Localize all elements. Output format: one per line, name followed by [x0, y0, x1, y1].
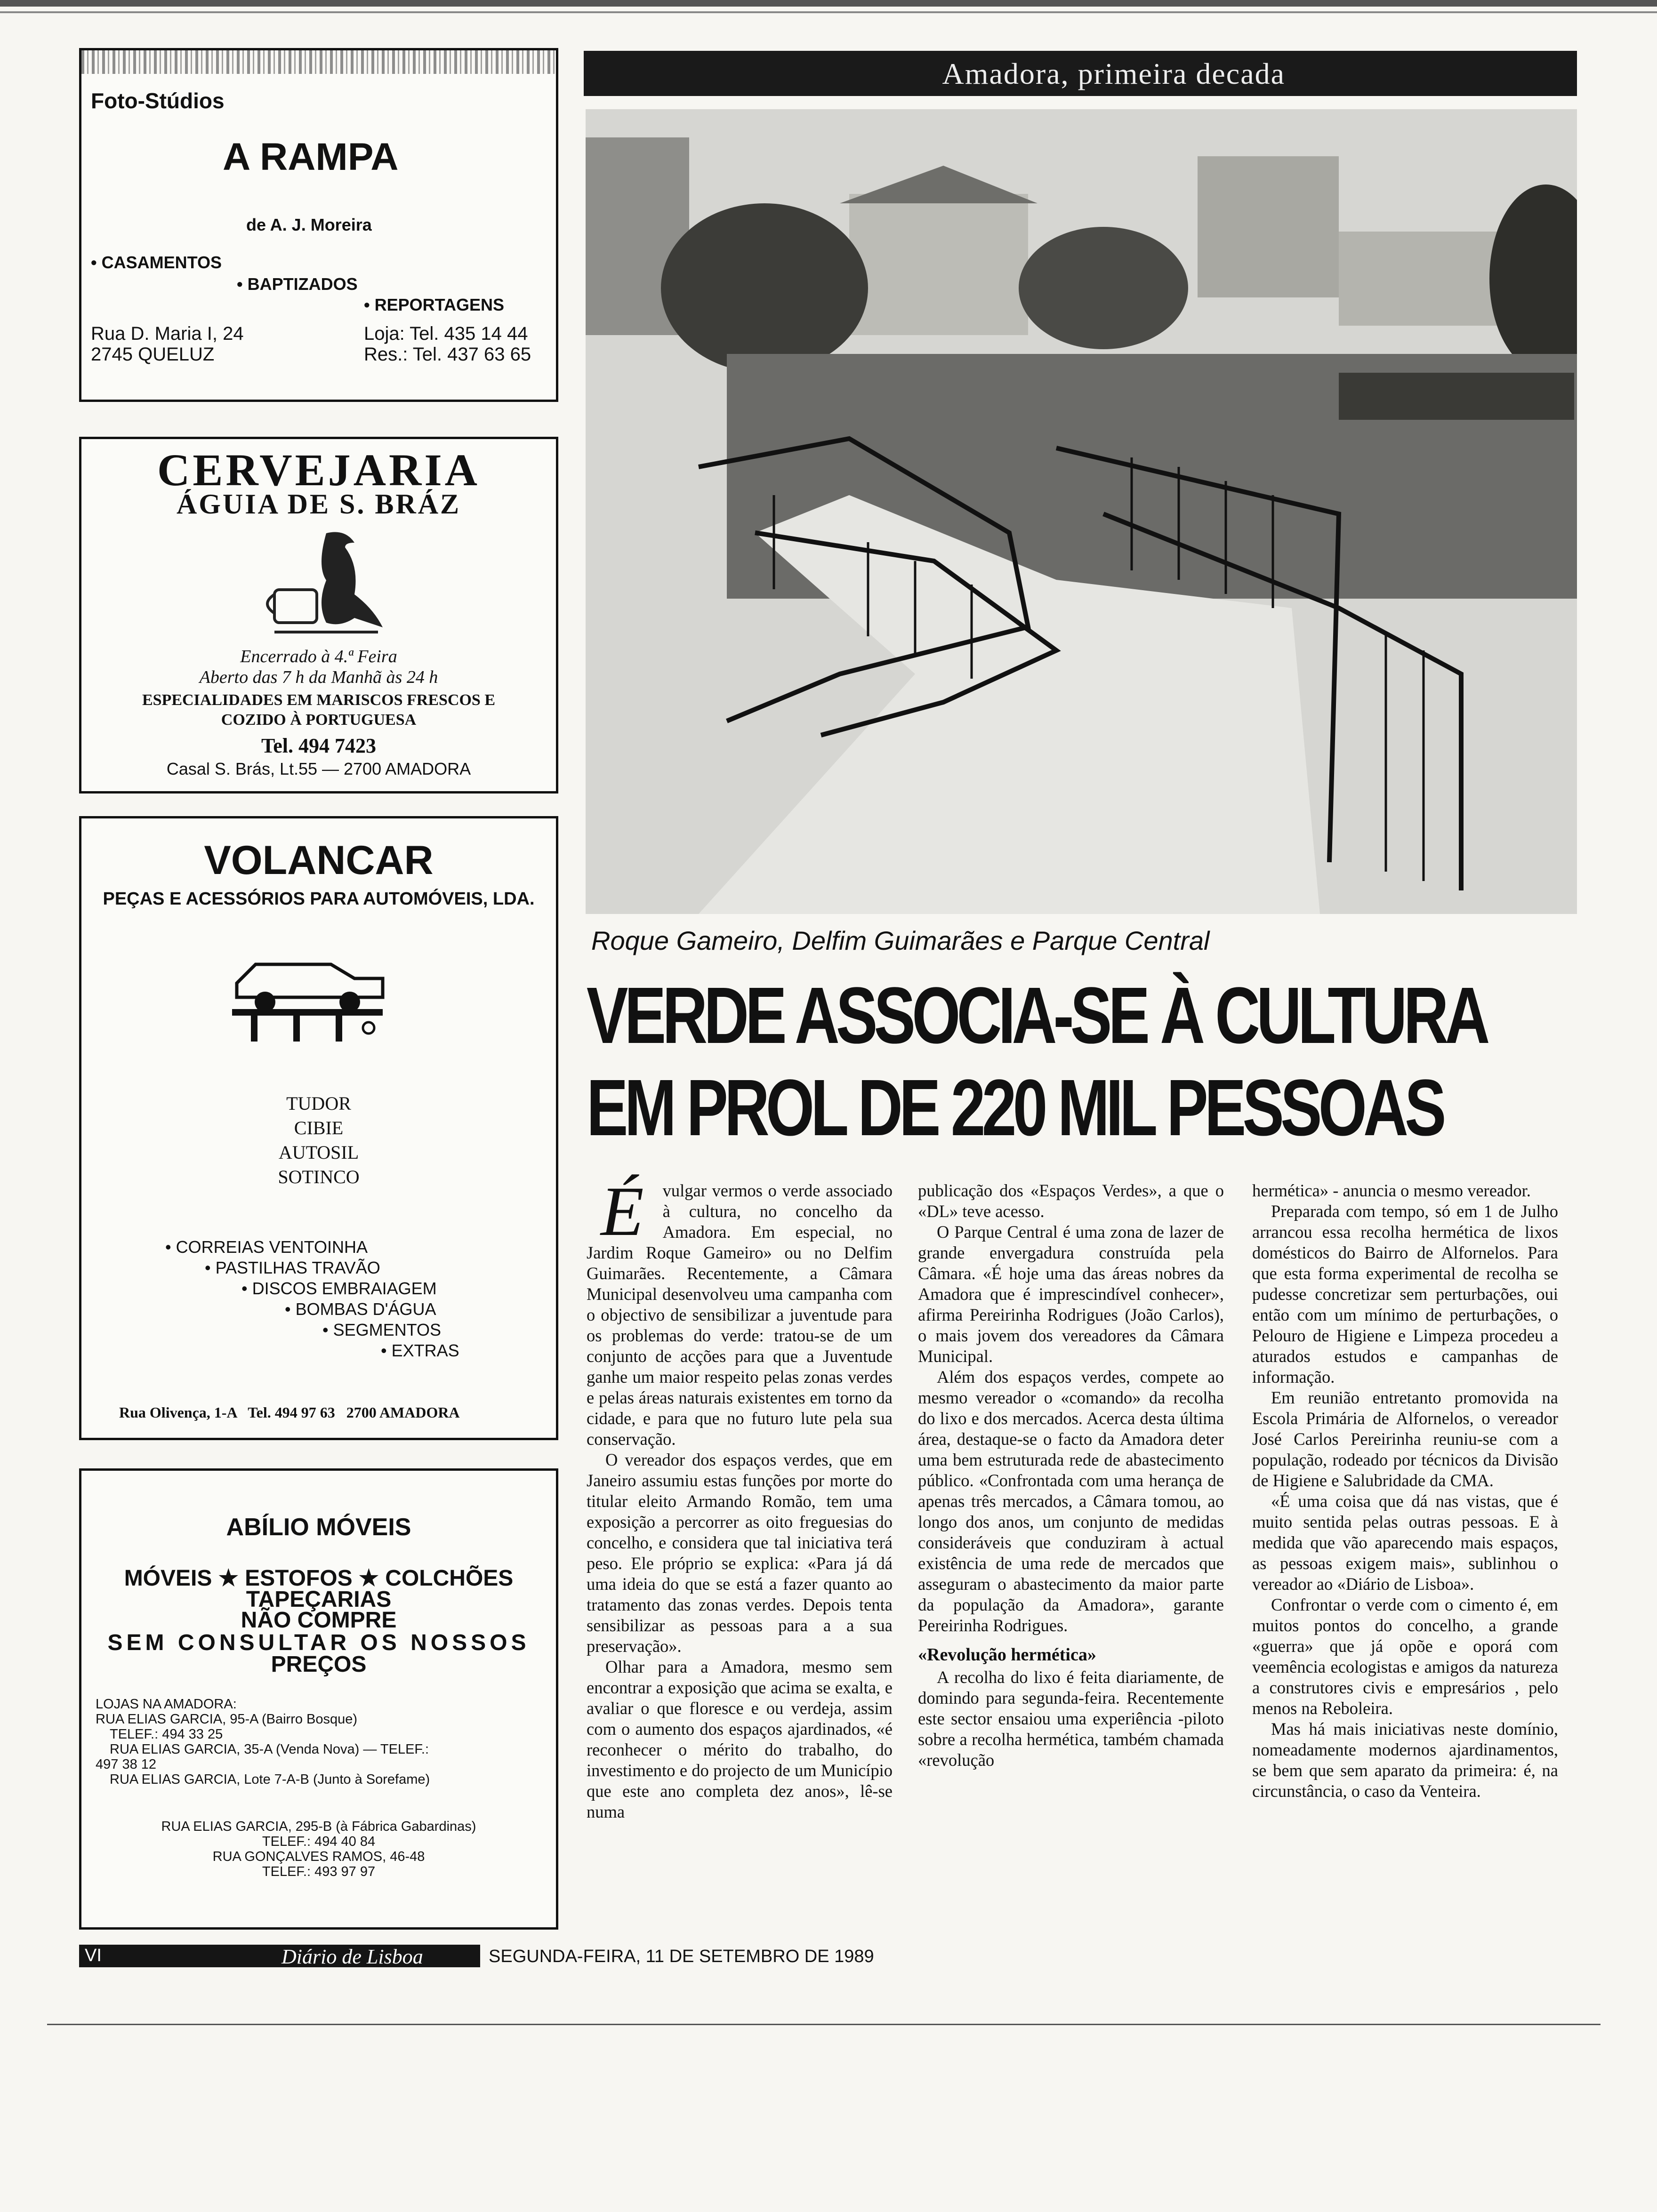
ad-abilio-stores: [96, 1697, 430, 1787]
ad-volancar-subtitle: PEÇAS E ACESSÓRIOS PARA AUTOMÓVEIS, LDA.: [103, 889, 535, 909]
article-paragraph: Preparada com tempo, só em 1 de Julho arrancou essa recolha hermética de lixos domésticos do Bairro de Alfornelos. Para que esta forma experimental de recolha se pudesse concretizar sem perturbações, oui então com um mínimo de perturbações, o Pelouro de Higiene e Limpeza procedeu a aturados estudos e campanhas de informação.: [1252, 1202, 1558, 1387]
ad-volancar-brand: SOTINCO: [278, 1166, 360, 1187]
ad-cervejaria-specialities: ESPECIALIDADES EM MARISCOS FRESCOS E: [142, 691, 496, 709]
ad-foto-address: Rua D. Maria I, 24: [91, 323, 244, 344]
article-paragraph: Em reunião entretanto promovida na Escola Primária de Alfornelos, o vereador José Carlos Pereirinha reuniu-se com a população, rodeado por técnicos da Divisão de Higiene e Salubridade da CMA.: [1252, 1388, 1558, 1490]
article-subhead: «Revolução hermética»: [918, 1645, 1096, 1665]
ad-volancar-brand: AUTOSIL: [278, 1142, 359, 1163]
page-footer: [79, 1945, 874, 1968]
park-photo: [586, 109, 1577, 914]
section-header-bar: [584, 51, 1577, 96]
ad-volancar-footer: Rua Olivença, 1-A Tel. 494 97 63 2700 AMADORA: [119, 1404, 460, 1421]
ad-foto-name: A RAMPA: [223, 136, 399, 178]
article-paragraph: Além dos espaços verdes, compete ao mesmo vereador o «comando» da recolha do lixo e dos mercados. Acerca desta última área, destaque-se o facto da Amadora deter uma bem estruturada rede de abastecimento público. «Confrontada com uma herança de apenas três mercados, a Câmara tomou, ao longo dos anos, um conjunto de medidas consideráveis que conduziram à actual existência de uma rede de mercados que asseguram o abastecimento da maior parte da população da Amadora», garante Pereirinha Rodrigues.: [918, 1367, 1224, 1635]
ad-foto-owner: de A. J. Moreira: [246, 215, 372, 234]
article-column-1: [587, 1172, 893, 1822]
ad-foto-studios: [79, 48, 558, 402]
ad-foto-service: • REPORTAGENS: [364, 295, 504, 314]
ad-volancar-item: • DISCOS EMBRAIAGEM: [241, 1279, 437, 1298]
article-paragraph: Confrontar o verde com o cimento é, em muitos pontos do concelho, a grande «guerra» que já opõe e oporá com veemência ecologistas e amigos da natureza a construtores civis e empresários , pelo menos na Reboleira.: [1252, 1595, 1558, 1718]
ad-foto-service: • BAPTIZADOS: [237, 274, 358, 294]
ad-abilio-store-phone: TELEF.: 493 97 97: [262, 1864, 376, 1879]
article-paragraph: Olhar para a Amadora, mesmo sem encontrar a exposição que acima se exalta, e avaliar o que floresce e ou verdeja, assim com o aumento dos espaços ajardinados, «é reconhecer o mérito do trabalho, do investimento e do projecto de um Município que este ano completa dez anos», lê-se numa: [587, 1657, 893, 1821]
ad-cervejaria-subtitle: ÁGUIA DE S. BRÁZ: [176, 489, 461, 520]
ad-volancar-brand: TUDOR: [286, 1093, 351, 1114]
headline-line: EM PROL DE 220 MIL PESSOAS: [587, 1063, 1443, 1153]
park-bridge-illustration: [586, 109, 1577, 914]
ad-foto-service: • CASAMENTOS: [91, 253, 222, 272]
headline-line: VERDE ASSOCIA-SE À CULTURA: [587, 971, 1487, 1060]
ad-abilio-title: ABÍLIO MÓVEIS: [226, 1514, 411, 1541]
ad-abilio-line: MÓVEIS ★ ESTOFOS ★ COLCHÕES: [124, 1566, 514, 1591]
article-paragraph: Mas há mais iniciativas neste domínio, nomeadamente modernos ajardinamentos, se bem que sem aparato da primeira: é, na circunstância, o caso da Venteira.: [1252, 1719, 1558, 1801]
ad-abilio-moveis: [79, 1468, 558, 1930]
ad-abilio-store: RUA GONÇALVES RAMOS, 46-48: [212, 1849, 425, 1864]
ad-abilio-line: NÃO COMPRE: [241, 1608, 397, 1633]
article-paragraph: [587, 1172, 893, 1450]
ad-abilio-store: RUA ELIAS GARCIA, 95-A (Bairro Bosque): [96, 1712, 358, 1727]
issue-date: SEGUNDA-FEIRA, 11 DE SETEMBRO DE 1989: [489, 1947, 874, 1966]
article-text: vulgar vermos o verde associado à cultura, no concelho da Amadora. Em especial, no Jardim Roque Gameiro» ou no Delfim Guimarães. Recentemente, a Câmara Municipal desenvolveu uma campanha com o objectivo de sensibilizar a juventude para os problemas do verde: tratou-se de um conjunto de acções para que a Juventude ganhe um maior respeito pelas zonas verdes e pelas áreas naturais existentes em torno da cidade, e para que no futuro lute pela sua conservação.: [587, 1181, 893, 1449]
ad-abilio-line: SEM CONSULTAR OS NOSSOS: [107, 1630, 530, 1655]
ad-foto-address: 2745 QUELUZ: [91, 344, 215, 365]
ad-abilio-store-phone: TELEF.: 494 33 25: [110, 1727, 223, 1742]
ad-barcode-decoration: [81, 50, 556, 74]
ad-volancar-title: VOLANCAR: [204, 838, 434, 883]
ad-cervejaria-closed: Encerrado à 4.ª Feira: [240, 647, 397, 666]
ad-cervejaria-specialities: COZIDO À PORTUGUESA: [221, 711, 417, 729]
ad-foto-phone: Res.: Tel. 437 63 65: [364, 344, 531, 365]
top-rule: [0, 0, 1657, 7]
car-lift-icon: [223, 946, 392, 1044]
ad-cervejaria-hours: Aberto das 7 h da Manhã às 24 h: [199, 667, 438, 687]
ad-volancar-brands: [81, 1091, 556, 1189]
ad-abilio-store: RUA ELIAS GARCIA, 35-A (Venda Nova) — TELEF.:: [110, 1742, 429, 1757]
ad-cervejaria: [79, 437, 558, 793]
article-paragraph: hermética» - anuncia o mesmo vereador.: [1252, 1181, 1531, 1200]
page-number-box: [79, 1945, 173, 1967]
ad-volancar-item: • BOMBAS D'ÁGUA: [285, 1299, 436, 1319]
article-paragraph: publicação dos «Espaços Verdes», a que o «DL» teve acesso.: [918, 1181, 1224, 1221]
ad-volancar: [79, 816, 558, 1440]
ad-volancar-item: • SEGMENTOS: [322, 1320, 441, 1339]
ad-volancar-item: • EXTRAS: [381, 1341, 459, 1360]
masthead: Diário de Lisboa: [282, 1945, 423, 1968]
photo-caption: Roque Gameiro, Delfim Guimarães e Parque Central: [591, 926, 1210, 955]
eagle-icon: [256, 524, 397, 641]
ad-cervejaria-phone: Tel. 494 7423: [261, 734, 377, 757]
bottom-rule: [47, 2024, 1601, 2025]
page-number: VI: [85, 1946, 102, 1965]
ad-abilio-line: TAPEÇARIAS: [246, 1587, 392, 1612]
ad-foto-brand: Foto-Stúdios: [91, 88, 225, 113]
ad-cervejaria-address: Casal S. Brás, Lt.55 — 2700 AMADORA: [166, 759, 471, 778]
ad-abilio-store: RUA ELIAS GARCIA, 295-B (à Fábrica Gabardinas): [161, 1819, 476, 1834]
article-paragraph: O vereador dos espaços verdes, que em Janeiro assumiu estas funções por morte do titular eleito Armando Romão, tem uma exposição a percorrer as oito freguesias do concelho, e considera que tal iniciativa terá peso. Ele próprio se explica: «Para já dá uma ideia do que se está a fazer quanto ao tratamento das zonas verdes. Depois tenta sensibilizar as pessoas para a a sua preservação».: [587, 1450, 893, 1656]
ad-abilio-line: PREÇOS: [271, 1652, 367, 1677]
article-headline: [587, 970, 1582, 1154]
top-rule-thin: [0, 11, 1657, 13]
ad-abilio-stores-label: LOJAS NA AMADORA:: [96, 1697, 237, 1712]
article-column-3: [1252, 1180, 1558, 1802]
masthead-box: [173, 1945, 480, 1967]
ad-cervejaria-title: CERVEJARIA: [157, 445, 480, 495]
article-paragraph: «É uma coisa que dá nas vistas, que é muito sentida pelas outras pessoas. E à medida que vão aparecendo mais espaços, as pessoas exigem mais», sublinhou o vereador ao «Diário de Lisboa».: [1252, 1491, 1558, 1594]
ad-volancar-item: • CORREIAS VENTOINHA: [165, 1237, 368, 1257]
ad-abilio-store-phone: TELEF.: 494 40 84: [262, 1834, 376, 1849]
drop-cap: É: [601, 1172, 644, 1250]
article-column-2: [918, 1180, 1224, 1771]
article-paragraph: A recolha do lixo é feita diariamente, de domindo para segunda-feira. Recentemente este sector ensaiou uma experiência -piloto sobre a recolha hermética, também chamada «revolução: [918, 1667, 1224, 1770]
ad-abilio-stores-2: [81, 1819, 556, 1879]
article-paragraph: O Parque Central é uma zona de lazer de grande envergadura construída pela Câmara. «É hoje uma das áreas nobres da Amadora que é imprescindível conhecer», afirma Pereirinha Rodrigues (João Carlos), o mais jovem dos vereadores da Câmara Municipal.: [918, 1222, 1224, 1366]
ad-foto-phone: Loja: Tel. 435 14 44: [364, 323, 528, 344]
ad-abilio-store: RUA ELIAS GARCIA, Lote 7-A-B (Junto à Sorefame): [110, 1772, 430, 1787]
ad-volancar-item: • PASTILHAS TRAVÃO: [205, 1258, 380, 1277]
ad-volancar-brand: CIBIE: [294, 1117, 344, 1138]
ad-abilio-store-phone: 497 38 12: [96, 1757, 157, 1772]
section-title: Amadora, primeira decada: [942, 57, 1285, 90]
